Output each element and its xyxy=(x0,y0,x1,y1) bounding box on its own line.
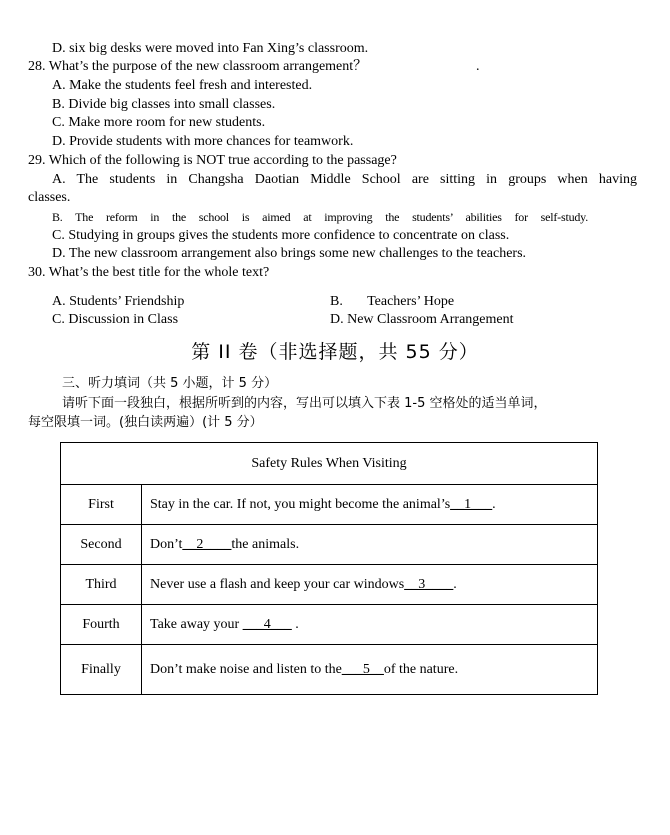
blank-1: __1___ xyxy=(450,496,493,512)
q29-option-a: A. The students in Changsha Daotian Middle School are sitting in groups when having xyxy=(52,172,637,187)
q30-option-c: C. Discussion in Class xyxy=(52,312,179,327)
q29-option-a-cont: classes. xyxy=(28,190,71,205)
table-row xyxy=(61,645,598,695)
section-title: 第 II 卷（非选择题，共 55 分） xyxy=(191,341,479,363)
row-text xyxy=(142,605,598,645)
q30-option-a: A. Students’ Friendship xyxy=(52,294,185,309)
q28-option-b: B. Divide big classes into small classes. xyxy=(52,97,276,112)
table-row xyxy=(61,485,598,525)
row-label: Finally xyxy=(61,645,142,695)
q30-question: 30. What’s the best title for the whole text? xyxy=(28,265,270,280)
q28-mark: . xyxy=(476,59,480,74)
row-text-before: Never use a flash and keep your car windows xyxy=(150,576,405,592)
row-text-before: Stay in the car. If not, you might become the animal’s xyxy=(150,496,451,512)
q29-question: 29. Which of the following is NOT true according to the passage? xyxy=(28,153,397,168)
q30-option-b: B. Teachers’ Hope xyxy=(330,294,455,309)
table-row xyxy=(61,565,598,605)
q30-option-d: D. New Classroom Arrangement xyxy=(330,312,514,327)
row-text xyxy=(142,525,598,565)
row-label: First xyxy=(61,485,142,525)
instruction-line-2: 每空限填一词。(独白读两遍）(计 5 分） xyxy=(28,415,263,430)
row-text-after: . xyxy=(453,576,457,592)
blank-4: ___4___ xyxy=(242,616,292,632)
q28-option-a: A. Make the students feel fresh and interested. xyxy=(52,78,313,93)
q28-option-c: C. Make more room for new students. xyxy=(52,115,266,130)
table-header-row xyxy=(61,443,598,485)
row-text xyxy=(142,565,598,605)
q29-option-d: D. The new classroom arrangement also brings some new challenges to the teachers. xyxy=(52,246,527,261)
row-label: Fourth xyxy=(61,605,142,645)
row-text-after: . xyxy=(295,616,299,632)
row-text-before: Take away your xyxy=(150,616,240,632)
q29-option-b: B. The reform in the school is aimed at improving the students’ abilities for self-study. xyxy=(52,210,588,224)
row-text-after: . xyxy=(492,496,496,512)
row-text xyxy=(142,485,598,525)
row-label: Third xyxy=(61,565,142,605)
row-text-after: the animals. xyxy=(231,536,300,552)
part-heading: 三、听力填词（共 5 小题，计 5 分） xyxy=(62,376,278,391)
table-row xyxy=(61,525,598,565)
row-text-before: Don’t xyxy=(150,536,183,552)
blank-5: ___5__ xyxy=(341,661,384,677)
q28-question: 28. What’s the purpose of the new classroom arrangement？ xyxy=(28,59,368,74)
row-text-before: Don’t make noise and listen to the xyxy=(150,661,342,677)
row-label: Second xyxy=(61,525,142,565)
blank-2: __2____ xyxy=(182,536,232,552)
blank-3: __3____ xyxy=(404,576,454,592)
table-header: Safety Rules When Visiting xyxy=(61,443,598,485)
q28-option-d: D. Provide students with more chances for teamwork. xyxy=(52,134,354,149)
instruction-line-1: 请听下面一段独白，根据所听到的内容，写出可以填入下表 1-5 空格处的适当单词， xyxy=(62,396,547,411)
q27-option-d: D. six big desks were moved into Fan Xing’s classroom. xyxy=(52,41,369,56)
row-text xyxy=(142,645,598,695)
row-text-after: of the nature. xyxy=(383,661,459,677)
q29-option-c: C. Studying in groups gives the students more confidence to concentrate on class. xyxy=(52,228,510,243)
table-row xyxy=(61,605,598,645)
safety-rules-table xyxy=(60,442,598,695)
